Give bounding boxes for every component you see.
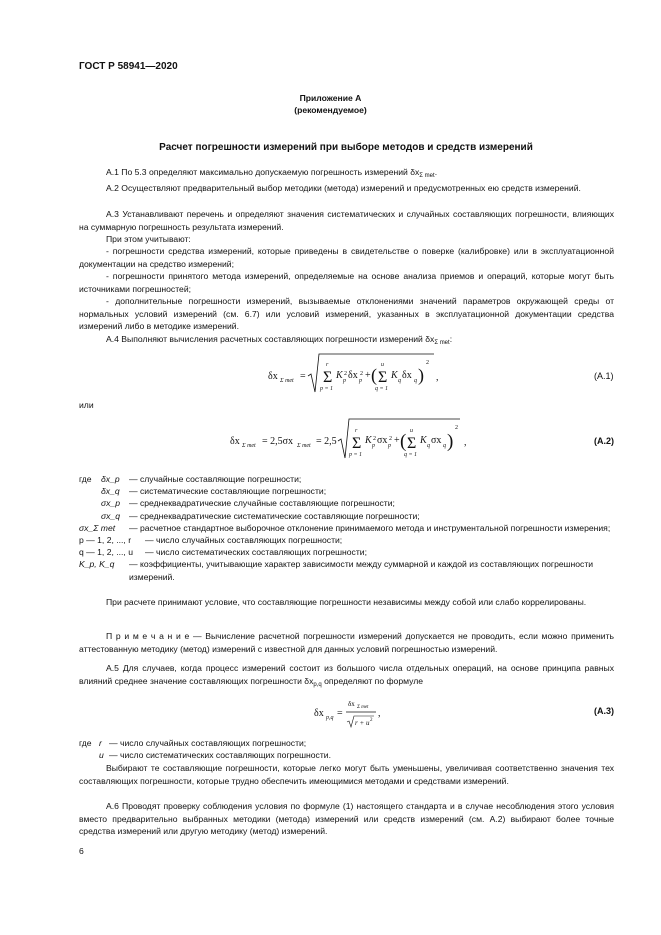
svg-text:2: 2	[426, 360, 429, 366]
glossary-symbol: δx_q	[101, 486, 120, 497]
bullet-2: - погрешности принятого метода измерений, определяемые на основе анализа приемов и операций, которые могут быть источниками погрешностей;	[79, 271, 614, 294]
document-code: ГОСТ Р 58941—2020	[79, 61, 178, 72]
formula-a3-number: (А.3)	[594, 706, 614, 716]
paragraph-a4-subscript: Σ met	[434, 340, 450, 346]
svg-text:r: r	[326, 362, 329, 368]
svg-text:q = 1: q = 1	[404, 452, 418, 458]
svg-text:q: q	[414, 378, 417, 384]
svg-text:u: u	[410, 428, 413, 434]
glossary-prefix	[79, 485, 101, 497]
paragraph-a5-text: А.5 Для случаев, когда процесс измерений состоит из большого числа отдельных операций, на основе принципа равных влияний среднее значение составляющих погрешности δx	[79, 663, 614, 686]
glossary-definition: — число систематических составляющих погрешности.	[109, 750, 331, 761]
formula-a1-number: (А.1)	[594, 371, 614, 381]
svg-text:): )	[418, 365, 424, 385]
svg-text:δx: δx	[402, 370, 412, 381]
glossary-symbol: δx_p	[101, 474, 120, 484]
svg-text:r + u: r + u	[355, 719, 370, 727]
formula-a2-number: (А.2)	[594, 436, 614, 446]
paragraph-a3: А.3 Устанавливают перечень и определяют значения систематических и случайных составляющих погрешности, влияющих на суммарную погрешность результата измерений.	[79, 209, 614, 232]
glossary-prefix: где	[79, 738, 92, 748]
paragraph-a5-subscript: p,q	[313, 681, 322, 688]
svg-text:p: p	[372, 443, 375, 449]
svg-text:δx: δx	[348, 700, 355, 708]
paragraph-choose: Выбирают те составляющие погрешности, которые легко могут быть уменьшены, увеличивая соответственно значения тех составляющих погрешности, которые трудно обеспечить имеющимися методами и средствами измерений.	[79, 763, 614, 786]
svg-text:2: 2	[389, 436, 392, 442]
paragraph-a5-end: определяют по формуле	[321, 675, 424, 686]
paragraph-a1-text: А.1 По 5.3 определяют максимально допускаемую погрешность измерений δx	[106, 167, 420, 177]
glossary-definition: — среднеквадратические систематические составляющие погрешности;	[129, 510, 420, 521]
glossary-row	[79, 522, 619, 534]
svg-text:K: K	[336, 370, 343, 381]
svg-text:2: 2	[360, 371, 363, 377]
paragraph-condition: При расчете принимают условие, что составляющие погрешности независимы между собой или слабо коррелированы.	[106, 597, 587, 607]
glossary-prefix	[79, 749, 99, 761]
formula-a3	[312, 696, 402, 732]
svg-text:Σ: Σ	[323, 369, 333, 386]
svg-text:δx: δx	[230, 436, 240, 447]
glossary-row	[79, 510, 619, 522]
glossary-symbol: r	[99, 738, 102, 748]
svg-text:δx: δx	[268, 371, 278, 382]
svg-text:r: r	[355, 428, 358, 434]
formula-a1	[262, 352, 442, 398]
glossary-prefix: где	[79, 474, 92, 484]
glossary-definition: — среднеквадратические случайные составляющие погрешности;	[129, 498, 395, 509]
svg-text:Σ met: Σ met	[357, 705, 369, 710]
svg-text:q: q	[443, 443, 446, 449]
glossary-row	[79, 546, 619, 558]
svg-text:Σ met: Σ met	[242, 443, 256, 449]
svg-text:p = 1: p = 1	[320, 386, 334, 392]
svg-text:p: p	[343, 378, 346, 384]
glossary-prefix	[79, 497, 101, 509]
svg-text:δx: δx	[348, 370, 358, 381]
appendix-title: Приложение А	[299, 93, 362, 103]
svg-text:2: 2	[373, 436, 376, 442]
glossary-row	[79, 737, 619, 749]
page-number: 6	[79, 846, 84, 856]
svg-text:q: q	[427, 443, 430, 449]
svg-text:δx: δx	[314, 708, 324, 719]
bullet-1: - погрешности средства измерений, которые приведены в свидетельстве о поверке (калибровке) или в эксплуатационной документации на средство измерений;	[79, 246, 614, 269]
svg-text:,: ,	[378, 708, 381, 719]
glossary-symbol: σx_Σ met	[79, 522, 116, 533]
glossary-symbol: p — 1, 2, ..., r	[79, 535, 132, 546]
svg-text:=: =	[300, 371, 306, 382]
glossary-definition: — расчетное стандартное выборочное отклонение принимаемого метода и инструментальной погрешности измерения;	[129, 522, 611, 533]
svg-text:p: p	[388, 443, 391, 449]
svg-text:+: +	[394, 435, 400, 446]
svg-text:K: K	[391, 370, 398, 381]
word-or: или	[79, 400, 94, 410]
glossary-symbol: σx_p	[101, 498, 121, 509]
glossary-symbol: K_p, K_q	[79, 559, 115, 570]
svg-text:Σ: Σ	[352, 435, 362, 452]
svg-text:= 2,5: = 2,5	[316, 436, 337, 447]
svg-text:u: u	[381, 362, 384, 368]
svg-text:σx: σx	[431, 435, 442, 446]
glossary-definition: — коэффициенты, учитывающие характер зависимости между суммарной и каждой из составляющих погрешности измерений.	[129, 559, 594, 582]
svg-text:): )	[447, 431, 454, 452]
glossary-row	[79, 558, 619, 582]
appendix-subtitle: (рекомендуемое)	[294, 105, 367, 115]
glossary-row	[79, 534, 619, 546]
formula-a2	[228, 416, 473, 464]
svg-text:Σ: Σ	[407, 435, 417, 452]
svg-text:,: ,	[436, 372, 439, 383]
bullet-3: - дополнительные погрешности измерений, вызываемые отклонениями значений параметров окружающей среды от нормальных условий измерений (см. 6.7) или условий измерений, указанных в эксплуатационной документации средства измерений либо в методике измерений.	[79, 296, 614, 331]
svg-text:(: (	[400, 431, 407, 452]
glossary-row	[79, 485, 619, 497]
note-label: П р и м е ч а н и е	[106, 631, 190, 641]
svg-text:σx: σx	[377, 435, 388, 446]
svg-text:= 2,5σx: = 2,5σx	[262, 436, 294, 447]
svg-text:2: 2	[344, 371, 347, 377]
svg-text:Σ: Σ	[378, 369, 388, 386]
svg-text:p,q: p,q	[326, 715, 334, 721]
glossary-2	[79, 737, 619, 761]
glossary-definition: — число случайных составляющих погрешности;	[109, 738, 307, 748]
svg-text:p = 1: p = 1	[349, 452, 363, 458]
svg-text:,: ,	[464, 437, 467, 448]
glossary-symbol: q — 1, 2, ..., u	[79, 547, 133, 558]
svg-text:K: K	[420, 435, 427, 446]
note-text: — Вычисление расчетной погрешности измерений допускается не проводить, если можно применить аттестованную методику (метод) измерений с известной для данных условий погрешностью измерений.	[79, 631, 614, 654]
glossary-definition: — число систематических составляющих погрешности;	[145, 547, 367, 558]
svg-text:+: +	[365, 370, 371, 381]
paragraph-a6: А.6 Проводят проверку соблюдения условия по формуле (1) настоящего стандарта и в случае несоблюдения этого условия вместо предварительно выбранных методики (метода) измерений или средств измерений (см. А.2) выбирают более точные средства измерений или другую методику (метод) измерений.	[79, 801, 614, 836]
glossary-row	[79, 473, 619, 485]
section-title: Расчет погрешности измерений при выборе методов и средств измерений	[159, 142, 533, 153]
paragraph-a5	[79, 662, 614, 691]
svg-text:p: p	[359, 378, 362, 384]
paragraph-a4-text: А.4 Выполняют вычисления расчетных составляющих погрешности измерений δx	[106, 334, 435, 344]
paragraph-a1: А.1 По 5.3 определяют максимально допускаемую погрешность измерений $\delta x_{\Sigma met}$.	[106, 167, 438, 179]
paragraph-a2: А.2 Осуществляют предварительный выбор методики (метода) измерений и предусмотренных ею средств измерений.	[106, 183, 581, 193]
glossary-prefix	[79, 510, 101, 522]
svg-text:K: K	[365, 435, 372, 446]
svg-text:q: q	[398, 378, 401, 384]
note	[79, 630, 614, 655]
glossary-1	[79, 473, 619, 583]
svg-text:2: 2	[455, 425, 458, 431]
svg-text:Σ met: Σ met	[297, 443, 311, 449]
paragraph-consider: При этом учитывают:	[106, 234, 191, 244]
svg-text:Σ met: Σ met	[280, 378, 294, 384]
paragraph-a1-subscript: Σ met	[419, 173, 435, 179]
paragraph-a4: А.4 Выполняют вычисления расчетных составляющих погрешности измерений $\delta x_{\Sigma met}$:	[106, 334, 453, 346]
svg-text:(: (	[371, 365, 377, 385]
svg-text:2: 2	[370, 718, 373, 723]
glossary-definition: — число случайных составляющих погрешности;	[145, 535, 343, 546]
svg-text:q = 1: q = 1	[375, 386, 389, 392]
glossary-symbol: u	[99, 750, 104, 761]
glossary-row	[79, 749, 619, 761]
glossary-symbol: σx_q	[101, 510, 121, 521]
glossary-row	[79, 497, 619, 509]
svg-text:=: =	[337, 708, 343, 719]
glossary-definition: — случайные составляющие погрешности;	[129, 474, 302, 484]
glossary-definition: — систематические составляющие погрешности;	[129, 486, 327, 497]
